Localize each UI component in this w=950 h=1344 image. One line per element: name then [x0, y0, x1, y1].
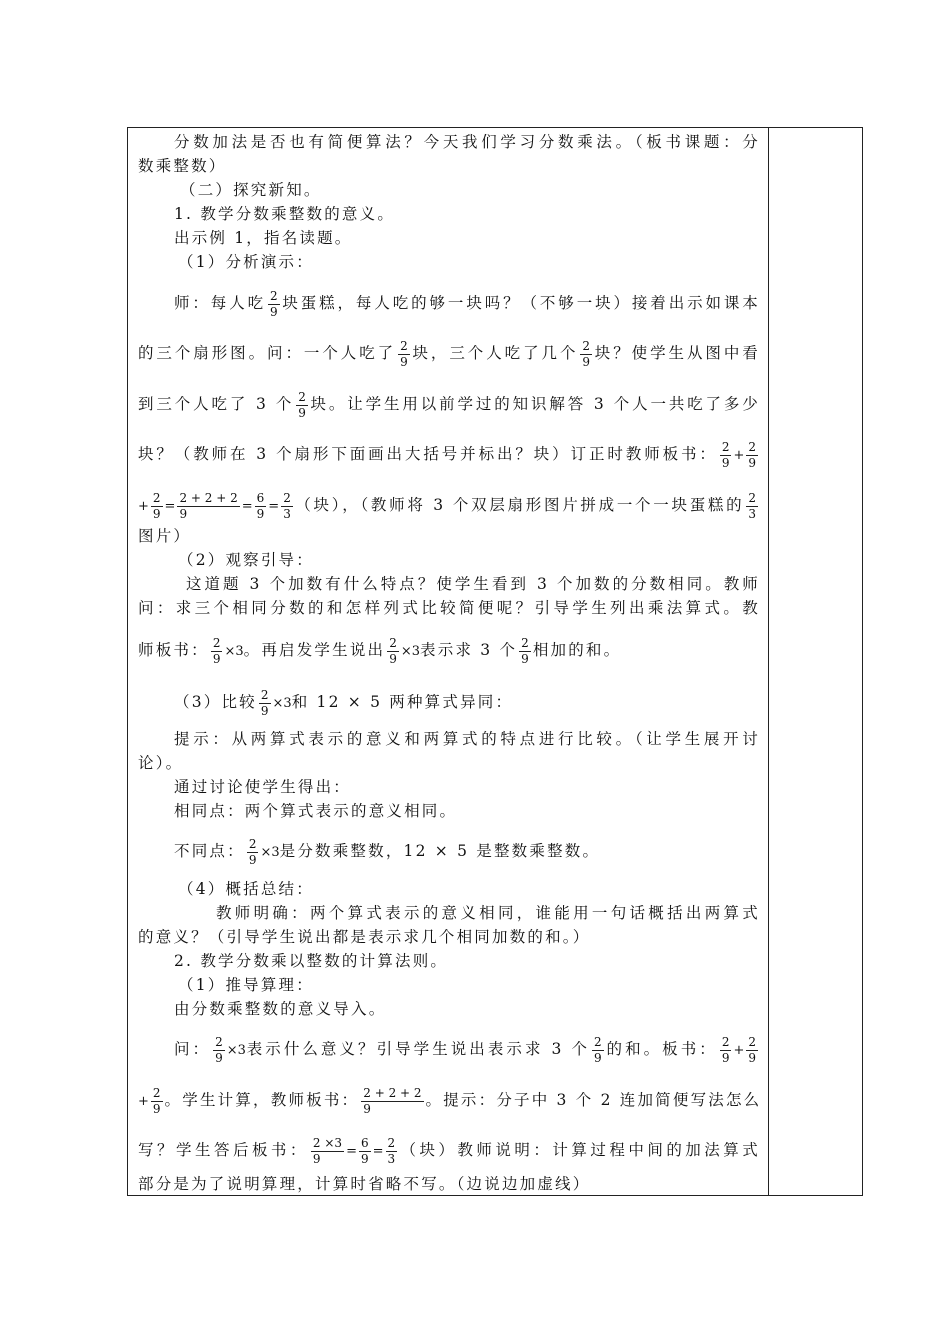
- numerator: 2: [298, 389, 306, 404]
- denominator: 9: [400, 354, 408, 369]
- paragraph-line: 这道题 3 个加数有什么特点？使学生看到 3 个加数的分数相同。教师: [186, 575, 760, 593]
- numerator: 2: [748, 439, 756, 454]
- subsection-heading: （1）分析演示：: [178, 253, 314, 271]
- text-span: 师：每人吃: [174, 294, 266, 312]
- fraction: [359, 1136, 371, 1167]
- numerator: 2: [152, 1085, 161, 1100]
- notes-column: [769, 128, 862, 1195]
- denominator: 9: [212, 651, 221, 666]
- fraction: [151, 491, 163, 522]
- paragraph-line: 部分是为了说明算理，计算时省略不写。（边说边加虚线）: [138, 1175, 591, 1193]
- subsection-heading: [174, 680, 760, 726]
- paragraph-line: [174, 829, 760, 875]
- numerator: 2 + 2 + 2: [179, 490, 238, 505]
- paragraph-line: 图片）: [138, 527, 192, 545]
- numerator: 2: [721, 1034, 730, 1049]
- denominator: 9: [582, 354, 591, 369]
- fraction: [255, 491, 267, 522]
- text-span: 表示什么意义？引导学生说出表示求 3 个: [245, 1040, 591, 1058]
- fraction: [746, 491, 758, 522]
- fraction: [213, 1035, 225, 1066]
- text-span: 师板书：: [138, 641, 209, 659]
- fraction: [519, 636, 531, 667]
- fraction: [746, 1035, 758, 1066]
- text-span: 块？（教师在 3 个扇形下面画出大括号并标出？块）订正时教师板书：: [138, 445, 718, 463]
- equation-line: [138, 483, 760, 529]
- paragraph-line: [174, 1027, 760, 1073]
- text-span: 。再启发学生说出: [243, 641, 386, 659]
- denominator: 9: [311, 1151, 344, 1167]
- numerator: 2: [594, 1034, 602, 1049]
- plus-sign: +: [733, 1043, 745, 1058]
- text-span: 块蛋糕，每人吃的够一块吗？（不够一块）接着出示如课本: [281, 294, 760, 312]
- paragraph-line: 分数加法是否也有简便算法？今天我们学习分数乘法。（板书课题：分: [174, 133, 760, 151]
- paragraph-line: 的意义？（引导学生说出都是表示求几个相同加数的和。）: [138, 928, 591, 946]
- paragraph-line: 数乘整数）: [138, 157, 227, 175]
- paragraph-line: 论）。: [138, 754, 184, 772]
- numerator: 2: [400, 338, 408, 353]
- fraction: [311, 1136, 344, 1167]
- equals-sign: =: [164, 499, 176, 514]
- text-span: 块？使学生从图中看: [594, 344, 760, 362]
- numerator: 2: [152, 490, 161, 505]
- section-heading: 1. 教学分数乘整数的意义。: [174, 205, 396, 223]
- text-span: 块，三个人吃了几个: [411, 344, 579, 362]
- equals-sign: =: [372, 1144, 384, 1159]
- denominator: 9: [248, 852, 257, 867]
- fraction: [296, 390, 308, 421]
- numerator: 2: [387, 1135, 396, 1150]
- denominator: 9: [721, 1050, 730, 1065]
- plus-sign: +: [138, 499, 149, 514]
- numerator: 2: [283, 490, 291, 505]
- text-span: 相加的和。: [532, 641, 622, 659]
- denominator: 9: [594, 1050, 602, 1065]
- fraction: [151, 1086, 163, 1117]
- fraction: [259, 688, 271, 719]
- fraction: [281, 491, 293, 522]
- fraction: [746, 440, 758, 471]
- numerator: 2 + 2 + 2: [363, 1085, 422, 1100]
- section-heading: 2. 教学分数乘以整数的计算法则。: [174, 952, 449, 970]
- paragraph-line: 相同点：两个算式表示的意义相同。: [174, 802, 458, 820]
- denominator: 9: [521, 651, 529, 666]
- subsection-heading: （4）概括总结：: [178, 880, 314, 898]
- denominator: 3: [283, 506, 291, 521]
- equals-sign: =: [346, 1144, 357, 1159]
- numerator: 2: [582, 338, 591, 353]
- plus-sign: +: [138, 1094, 149, 1109]
- lesson-table: [127, 127, 863, 1196]
- fraction: [386, 1136, 398, 1167]
- numerator: 2 ×3: [312, 1135, 343, 1150]
- multiply-expression: ×3: [272, 696, 292, 711]
- fraction: [268, 289, 280, 320]
- text-span: 的三个扇形图。问：一个人吃了: [138, 344, 397, 362]
- text-span: （3）比较: [174, 693, 257, 711]
- fraction: [720, 440, 732, 471]
- paragraph-line: [138, 1128, 760, 1174]
- denominator: 9: [152, 506, 161, 521]
- content-column: [128, 128, 768, 1195]
- fraction: [592, 1035, 604, 1066]
- paragraph-line: 教师明确：两个算式表示的意义相同，谁能用一句话概括出两算式: [216, 904, 760, 922]
- text-span: （块），（教师将 3 个双层扇形图片拼成一个一块蛋糕的: [294, 496, 745, 514]
- paragraph-line: [138, 432, 760, 478]
- multiply-expression: ×3: [260, 845, 280, 860]
- fraction: [387, 636, 399, 667]
- paragraph-line: 由分数乘整数的意义导入。: [174, 1000, 387, 1018]
- numerator: 6: [256, 490, 265, 505]
- denominator: 9: [360, 1151, 369, 1166]
- equals-sign: =: [241, 499, 253, 514]
- text-span: 。提示：分子中 3 个 2 连加简便写法怎么: [425, 1091, 762, 1109]
- paragraph-line: [138, 1078, 760, 1124]
- text-span: 不同点：: [174, 842, 245, 860]
- denominator: 9: [270, 304, 278, 319]
- fraction: [211, 636, 223, 667]
- denominator: 9: [260, 703, 269, 718]
- paragraph-line: 问：求三个相同分数的和怎样列式比较简便呢？引导学生列出乘法算式。教: [138, 599, 760, 617]
- text-span: 和 12 × 5 两种算式异同：: [291, 693, 514, 711]
- fraction: [361, 1086, 423, 1117]
- numerator: 2: [215, 1034, 223, 1049]
- paragraph-line: 出示例 1，指名读题。: [174, 229, 353, 247]
- paragraph-line: [138, 382, 760, 426]
- numerator: 2: [248, 836, 257, 851]
- text-span: 到三个人吃了 3 个: [138, 395, 295, 413]
- numerator: 2: [521, 635, 529, 650]
- paragraph-line: 提示：从两算式表示的意义和两算式的特点进行比较。（让学生展开讨: [174, 730, 760, 748]
- numerator: 6: [360, 1135, 369, 1150]
- text-span: 块。让学生用以前学过的知识解答 3 个人一共吃了多少: [309, 395, 760, 413]
- paragraph-line: 通过讨论使学生得出：: [174, 778, 352, 796]
- denominator: 9: [177, 506, 239, 522]
- fraction: [580, 339, 592, 370]
- numerator: 2: [721, 439, 730, 454]
- subsection-heading: （2）观察引导：: [178, 551, 314, 569]
- subsection-heading: （1）推导算理：: [178, 976, 314, 994]
- numerator: 2: [748, 490, 756, 505]
- denominator: 9: [152, 1101, 161, 1116]
- denominator: 3: [387, 1151, 396, 1166]
- denominator: 9: [215, 1050, 223, 1065]
- denominator: 9: [389, 651, 397, 666]
- numerator: 2: [748, 1034, 756, 1049]
- numerator: 2: [212, 635, 221, 650]
- text-span: 问：: [174, 1040, 212, 1058]
- multiply-expression: ×3: [224, 644, 244, 659]
- plus-sign: +: [733, 448, 745, 463]
- paragraph-line: [138, 628, 760, 674]
- multiply-expression: ×3: [400, 644, 421, 659]
- denominator: 3: [748, 506, 756, 521]
- paragraph-line: [138, 331, 760, 375]
- fraction: [247, 837, 259, 868]
- numerator: 2: [260, 687, 269, 702]
- text-span: （块）教师说明：计算过程中间的加法算式: [399, 1141, 760, 1159]
- section-heading: （二）探究新知。: [180, 181, 322, 199]
- denominator: 9: [748, 1050, 756, 1065]
- text-span: 写？学生答后板书：: [138, 1141, 309, 1159]
- numerator: 2: [270, 288, 278, 303]
- denominator: 9: [748, 455, 756, 470]
- numerator: 2: [389, 635, 397, 650]
- fraction: [177, 491, 239, 522]
- equals-sign: =: [268, 499, 280, 514]
- fraction: [398, 339, 410, 370]
- text-span: 是分数乘整数，12 × 5 是整数乘整数。: [279, 842, 601, 860]
- fraction: [720, 1035, 732, 1066]
- denominator: 9: [298, 405, 306, 420]
- denominator: 9: [721, 455, 730, 470]
- multiply-expression: ×3: [226, 1043, 246, 1058]
- text-span: 的和。板书：: [605, 1040, 718, 1058]
- denominator: 9: [361, 1101, 423, 1117]
- text-span: 。学生计算，教师板书：: [164, 1091, 360, 1109]
- paragraph-line: [174, 281, 760, 325]
- text-span: 表示求 3 个: [420, 641, 518, 659]
- denominator: 9: [256, 506, 265, 521]
